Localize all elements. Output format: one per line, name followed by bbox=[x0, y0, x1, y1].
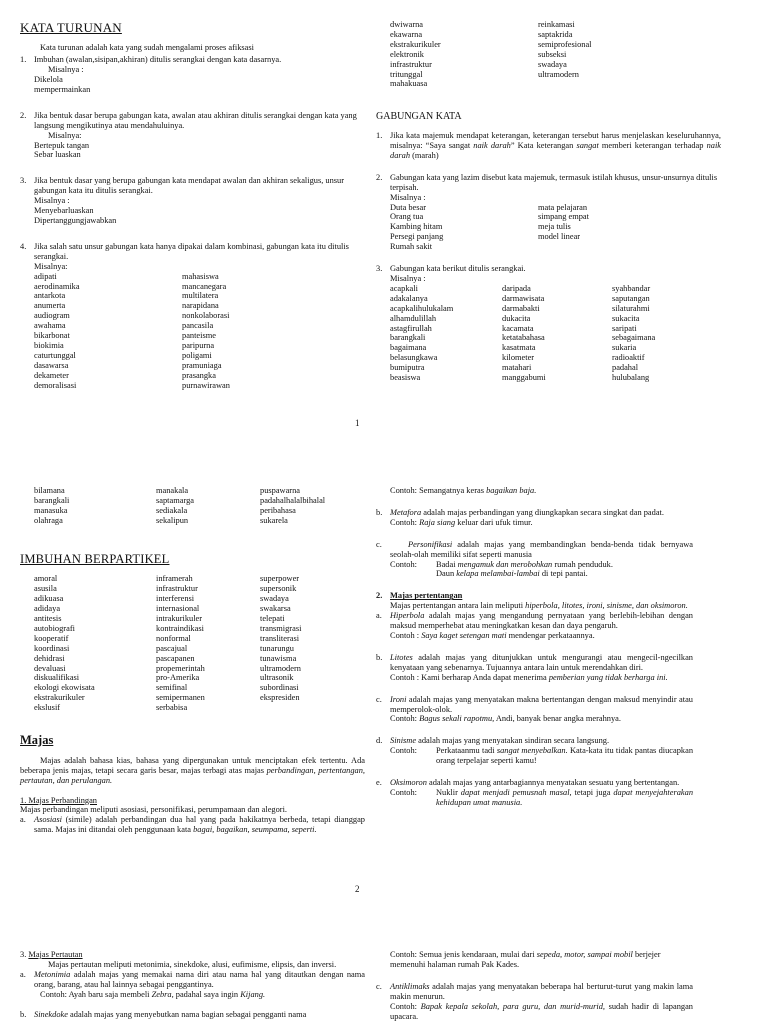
word-cell: saputangan bbox=[612, 293, 650, 303]
word-cell: kooperatif bbox=[34, 633, 69, 643]
serangkai-word-list-continued bbox=[20, 486, 365, 526]
word-cell: ekstrakurikuler bbox=[390, 39, 441, 49]
personifikasi-item: c. Personifikasi adalah majas yang membandingkan benda-benda tidak bernyawa seolah-olah memiliki sifat seperti manusia Contoh: Badai mengamuk dan merobohkan rumah penduduk. Daun kelapa melambai-lambai di tepi pantai. bbox=[376, 539, 693, 579]
majemuk-word-list bbox=[390, 203, 721, 253]
misalnya-label: Misalnya : bbox=[34, 196, 70, 206]
rule-number: 1. bbox=[376, 131, 383, 141]
sinekdoke-item: b. Sinekdoke adalah majas yang menyebutkan nama bagian sebagai pengganti nama bbox=[20, 1009, 307, 1019]
word-cell: mancanegara bbox=[182, 281, 227, 291]
word-cell: Rumah sakit bbox=[390, 242, 433, 252]
word-cell: sekalipun bbox=[156, 515, 189, 525]
word-cell: acapkali bbox=[390, 283, 418, 293]
rule-text: Gabungan kata berikut ditulis serangkai. bbox=[390, 264, 526, 274]
word-cell: adakalanya bbox=[390, 293, 428, 303]
page-number: 2 bbox=[355, 884, 360, 894]
word-cell: sukarela bbox=[260, 515, 288, 525]
word-cell: ekologi ekowisata bbox=[34, 683, 95, 693]
oksimoron-item: e. Oksimoron adalah majas yang antarbagiannya menyatakan sesuatu yang bertentangan. Contoh: Nuklir dapat menjadi pemusnah masal, tetapi juga dapat menyejahterakan kehidupan umat manusia. bbox=[376, 778, 694, 807]
word-cell: pramuniaga bbox=[182, 360, 222, 370]
word-cell: multilatera bbox=[182, 291, 219, 301]
word-cell: saripati bbox=[612, 323, 637, 333]
rule-number: 2. bbox=[376, 172, 383, 182]
word-cell: manakala bbox=[156, 486, 189, 495]
page-1 bbox=[0, 0, 768, 440]
word-cell: model linear bbox=[538, 232, 581, 242]
word-cell: asusila bbox=[34, 584, 57, 594]
word-cell: adidaya bbox=[34, 604, 61, 614]
word-cell: pascapanen bbox=[156, 653, 195, 663]
word-cell: dekameter bbox=[34, 370, 69, 380]
word-cell: ultrasonik bbox=[260, 673, 294, 683]
word-cell: acapkalihulukalam bbox=[390, 303, 454, 313]
intro-kata-turunan: Kata turunan adalah kata yang sudah mengalami proses afiksasi bbox=[40, 43, 254, 53]
word-cell: tunarungu bbox=[260, 643, 294, 653]
word-cell: aerodinamika bbox=[34, 281, 80, 291]
word-cell: padahalhalalbihalal bbox=[260, 495, 326, 505]
word-cell bbox=[538, 79, 686, 89]
word-cell: swakarsa bbox=[260, 604, 291, 614]
word-cell: matahari bbox=[502, 363, 532, 373]
word-cell: meja tulis bbox=[538, 222, 571, 232]
word-cell: simpang empat bbox=[538, 212, 589, 222]
word-cell: paripurna bbox=[182, 340, 215, 350]
word-cell: bagaimana bbox=[390, 343, 427, 353]
title-gabungan-kata: GABUNGAN KATA bbox=[376, 111, 462, 123]
left-column-page-1 bbox=[20, 20, 365, 391]
word-cell: ultramodern bbox=[260, 663, 301, 673]
rule-1 bbox=[20, 55, 365, 95]
word-cell: amoral bbox=[34, 574, 58, 584]
word-cell: awahama bbox=[34, 321, 66, 331]
word-cell: silaturahmi bbox=[612, 303, 650, 313]
title-majas: Majas bbox=[20, 733, 54, 748]
word-cell: superpower bbox=[260, 574, 300, 584]
word-cell: propemerintah bbox=[156, 663, 205, 673]
word-cell: barangkali bbox=[390, 333, 426, 343]
rule-4 bbox=[20, 242, 365, 391]
word-cell: telepati bbox=[260, 614, 285, 623]
contoh-baja: Contoh: Semangatnya keras bagaikan baja. bbox=[390, 486, 537, 495]
word-cell: manggabumi bbox=[502, 373, 546, 383]
word-cell: subordinasi bbox=[260, 683, 299, 693]
word-cell: pancasila bbox=[182, 321, 214, 331]
rule-text: Jika salah satu unsur gabungan kata hanya dipakai dalam kombinasi, gabungan kata itu ditulis serangkai. bbox=[34, 241, 349, 261]
hiperbola-item: a. Hiperbola adalah majas yang mengandung pernyataan yang berlebih-lebihan dengan maksud memperhebat atau meningkatkan kesan dan daya pengaruh. Contoh : Saya kaget setengan mati mendengar perkataannya. bbox=[376, 611, 693, 640]
misalnya-label: Misalnya : bbox=[390, 192, 426, 202]
rule-text: Jika kata majemuk mendapat keterangan, keterangan tersebut harus menjelaskan keseluruhannya, misalnya: “Saya sangat naik darah” Kata keterangan sangat memberi keterangan terhadap naik darah (marah) bbox=[390, 131, 721, 160]
combo-word-list bbox=[34, 272, 365, 391]
word-cell: panteisme bbox=[182, 331, 216, 341]
word-cell: hulubalang bbox=[612, 373, 650, 383]
word-cell: swadaya bbox=[260, 594, 289, 604]
word-cell: reinkamasi bbox=[538, 20, 575, 29]
word-cell: prasangka bbox=[182, 370, 216, 380]
word-cell: darmawisata bbox=[502, 293, 545, 303]
word-cell: infrastruktur bbox=[156, 584, 198, 594]
word-cell: adipati bbox=[34, 271, 57, 281]
asosiasi-item: a. Asosiasi (simile) adalah perbandingan dua hal yang pada hakikatnya berbeda, tetapi dianggap sama. Majas ini ditandai oleh penggunaan kata bagai, bagaikan, seumpama, seperti. bbox=[20, 815, 365, 835]
word-cell: padahal bbox=[612, 363, 639, 373]
word-cell: sukaria bbox=[612, 343, 637, 353]
word-cell: narapidana bbox=[182, 301, 219, 311]
word-cell: biokimia bbox=[34, 340, 64, 350]
word-cell: radioaktif bbox=[612, 353, 645, 363]
word-cell: pro-Amerika bbox=[156, 673, 200, 683]
heading-majas-pertautan: 3. Majas Pertautan bbox=[20, 950, 83, 959]
word-cell: purnawirawan bbox=[182, 380, 230, 390]
word-cell bbox=[260, 703, 370, 713]
word-cell: intrakurikuler bbox=[156, 614, 203, 623]
word-cell: peribahasa bbox=[260, 505, 296, 515]
word-cell: semifinal bbox=[156, 683, 188, 693]
word-cell: caturtunggal bbox=[34, 350, 76, 360]
example: Dipertanggungjawabkan bbox=[34, 216, 117, 226]
page-2 bbox=[0, 470, 768, 908]
word-cell: semiprofesional bbox=[538, 39, 592, 49]
word-cell: audiogram bbox=[34, 311, 70, 321]
word-cell: diskualifikasi bbox=[34, 673, 80, 683]
serangkai-word-list bbox=[390, 284, 721, 383]
sinisme-item: d. Sinisme adalah majas yang menyatakan sindiran secara langsung. Contoh: Perkataanmu tadi sangat menyebalkan. Kata-kata itu tidak pantas diucapkan orang terpelajar seperti kamu! bbox=[376, 736, 694, 766]
word-cell: tritunggal bbox=[390, 69, 423, 79]
word-cell: saptakrida bbox=[538, 29, 573, 39]
word-cell: bikarbonat bbox=[34, 331, 70, 341]
misalnya-label: Misalnya: bbox=[48, 130, 82, 140]
word-cell: adikuasa bbox=[34, 594, 64, 604]
word-cell: supersonik bbox=[260, 584, 297, 594]
word-cell: bilamana bbox=[34, 486, 65, 495]
pertentangan-text: Majas pertentangan antara lain meliputi hiperbola, litotes, ironi, sinisme, dan oksimoron. bbox=[390, 601, 688, 611]
word-cell: transliterasi bbox=[260, 633, 300, 643]
word-cell: dwiwarna bbox=[390, 20, 424, 29]
word-cell: kontraindikasi bbox=[156, 623, 204, 633]
litotes-item: b. Litotes adalah majas yang ditunjukkan untuk mengurangi atau mengecil-ngecilkan kenyataan yang sebenarnya. Tujuannya antara lain untuk merendahkan diri. Contoh : Kami berharap Anda dapat menerima pemberian yang tidak berharga ini. bbox=[376, 652, 693, 682]
word-cell: barangkali bbox=[34, 495, 70, 505]
word-cell: antitesis bbox=[34, 614, 62, 623]
rule-number: 1. bbox=[20, 55, 27, 65]
page-number: 1 bbox=[355, 418, 360, 428]
word-cell: anumerta bbox=[34, 301, 66, 311]
word-cell: antarkota bbox=[34, 291, 66, 301]
heading-majas-pertentangan: 2. Majas pertentangan bbox=[376, 591, 463, 601]
word-cell: autobiografi bbox=[34, 623, 75, 633]
word-cell: Orang tua bbox=[390, 212, 424, 222]
word-cell: sediakala bbox=[156, 505, 188, 515]
word-cell: inframerah bbox=[156, 574, 193, 584]
rule-number: 2. bbox=[20, 110, 27, 120]
word-cell: semipermanen bbox=[156, 693, 205, 703]
word-cell: ekslusif bbox=[34, 703, 61, 713]
word-cell: ekspresiden bbox=[260, 693, 300, 703]
word-cell: Persegi panjang bbox=[390, 232, 444, 242]
gabungan-rule-1 bbox=[376, 131, 721, 161]
word-cell: ultramodern bbox=[538, 69, 579, 79]
word-cell: puspawarna bbox=[260, 486, 300, 495]
rule-text: Imbuhan (awalan,sisipan,akhiran) ditulis serangkai dengan kata dasarnya. bbox=[34, 55, 282, 65]
word-cell: elektronik bbox=[390, 49, 424, 59]
rule-number: 3. bbox=[20, 176, 27, 186]
word-cell: sebagaimana bbox=[612, 333, 656, 343]
ironi-item: c. Ironi adalah majas yang menyatakan makna bertentangan dengan maksud menyindir atau memperolok-olok. Contoh: Bagus sekali rapotmu, Andi, banyak benar angka merahnya. bbox=[376, 694, 693, 724]
misalnya-label: Misalnya: bbox=[34, 261, 68, 271]
gabungan-rule-3 bbox=[376, 264, 721, 383]
example: Dikelola bbox=[34, 75, 63, 85]
gabungan-rule-2 bbox=[376, 173, 721, 252]
word-cell: mata pelajaran bbox=[538, 202, 588, 212]
word-cell: kilometer bbox=[502, 353, 535, 363]
title-kata-turunan: KATA TURUNAN bbox=[20, 20, 122, 35]
word-cell: bumiputra bbox=[390, 363, 425, 373]
page-3 bbox=[0, 942, 768, 1024]
word-cell: beasiswa bbox=[390, 373, 421, 383]
antiklimaks-item: c. Antiklimaks adalah majas yang menyatakan beberapa hal berturut-turut yang makin lama makin menurun. Contoh: Bapak kepala sekolah, para guru, dan murid-murid, sudah hadir di lapangan upacara. bbox=[376, 981, 693, 1021]
word-cell: Duta besar bbox=[390, 202, 427, 212]
word-cell: koordinasi bbox=[34, 643, 70, 653]
word-cell: nonformal bbox=[156, 633, 191, 643]
word-cell: Kambing hitam bbox=[390, 222, 443, 232]
example: Menyebarluaskan bbox=[34, 206, 94, 216]
right-column-page-1 bbox=[376, 20, 721, 383]
word-cell: interferensi bbox=[156, 594, 195, 604]
rule-number: 4. bbox=[20, 241, 27, 251]
rule-text: Gabungan kata yang lazim disebut kata majemuk, termasuk istilah khusus, unsur-unsurnya ditulis terpisah. bbox=[390, 172, 718, 192]
word-cell: kacamata bbox=[502, 323, 534, 333]
metonimia-item: a. Metonimia adalah majas yang memakai nama diri atau nama hal yang ditautkan dengan nama orang, barang, atau hal lainnya sebagai penggantinya. Contoh: Ayah baru saja membeli Zebra, padahal saya ingin Kijang. bbox=[20, 969, 365, 999]
metafora-item: b. Metafora adalah majas perbandingan yang diungkapkan secara singkat dan padat. Contoh: Raja siang keluar dari ufuk timur. bbox=[376, 507, 664, 527]
example: Bertepuk tangan bbox=[34, 140, 90, 150]
majas-intro: Majas adalah bahasa kias, bahasa yang dipergunakan untuk menciptakan efek tertentu. Ada beberapa jenis majas, tetapi secara garis besar, majas terbagi atas majas perbandingan, pertentangan, pertautan, dan perulangan. bbox=[20, 755, 365, 785]
word-cell: belasungkawa bbox=[390, 353, 438, 363]
word-cell: saptamarga bbox=[156, 495, 194, 505]
rule-text: Jika bentuk dasar berupa gabungan kata, awalan atau akhiran ditulis serangkai dengan kata yang langsung mengikutinya atau mendahuluinya. bbox=[34, 110, 357, 130]
word-cell: pascajual bbox=[156, 643, 188, 653]
misalnya-label: Misalnya : bbox=[390, 274, 426, 284]
misalnya-label: Misalnya : bbox=[48, 65, 84, 75]
word-cell: manasuka bbox=[34, 505, 68, 515]
word-cell: poligami bbox=[182, 350, 212, 360]
word-cell: dasawarsa bbox=[34, 360, 69, 370]
word-cell: serbabisa bbox=[156, 703, 188, 713]
word-cell: tunawisma bbox=[260, 653, 297, 663]
rule-3 bbox=[20, 176, 365, 226]
pertautan-text: Majas pertautan meliputi metonimia, sinekdoke, alusi, eufimisme, elipsis, dan inversi. bbox=[48, 959, 337, 969]
word-cell: devaluasi bbox=[34, 663, 66, 673]
word-cell: nonkolaborasi bbox=[182, 311, 230, 321]
left-column-page-2 bbox=[20, 486, 365, 835]
word-cell: syahbandar bbox=[612, 283, 651, 293]
word-cell: subseksi bbox=[538, 49, 567, 59]
serangkai-word-list-top bbox=[376, 20, 721, 89]
imbuhan-word-list bbox=[20, 574, 365, 713]
word-cell: astagfirullah bbox=[390, 323, 432, 333]
word-cell: darmabakti bbox=[502, 303, 540, 313]
word-cell: internasional bbox=[156, 604, 200, 614]
word-cell: infrastruktur bbox=[390, 59, 432, 69]
word-cell: demoralisasi bbox=[34, 380, 77, 390]
word-cell: mahasiswa bbox=[182, 271, 219, 281]
contoh-kendaraan: Contoh: Semua jenis kendaraan, mulai dari sepeda, motor, sampai mobil berjejer memenuhi halaman rumah Pak Kades. bbox=[390, 950, 661, 969]
heading-majas-perbandingan: 1. Majas Perbandingan bbox=[20, 795, 97, 805]
example: mempermainkan bbox=[34, 84, 91, 94]
word-cell: transmigrasi bbox=[260, 623, 302, 633]
left-column-page-3 bbox=[20, 950, 365, 1019]
word-cell: alhamdulillah bbox=[390, 313, 437, 323]
word-cell: swadaya bbox=[538, 59, 567, 69]
word-cell bbox=[538, 242, 686, 252]
example: Sebar luaskan bbox=[34, 150, 81, 160]
word-cell: olahraga bbox=[34, 515, 63, 525]
title-imbuhan-berpartikel: IMBUHAN BERPARTIKEL bbox=[20, 551, 170, 566]
rule-2 bbox=[20, 111, 365, 161]
word-cell: dukacita bbox=[502, 313, 531, 323]
word-cell: daripada bbox=[502, 283, 531, 293]
perbandingan-text: Majas perbandingan meliputi asosiasi, personifikasi, perumpamaan dan alegori. bbox=[20, 805, 287, 815]
rule-text: Jika bentuk dasar yang berupa gabungan kata mendapat awalan dan akhiran sekaligus, unsur gabungan kata itu ditulis serangkai. bbox=[34, 176, 345, 196]
right-column-page-2 bbox=[376, 486, 693, 808]
word-cell: mahakuasa bbox=[390, 79, 428, 89]
word-cell: ekstrakurikuler bbox=[34, 693, 85, 703]
word-cell: kasatmata bbox=[502, 343, 536, 353]
word-cell: dehidrasi bbox=[34, 653, 65, 663]
word-cell: sukacita bbox=[612, 313, 640, 323]
word-cell: ketatabahasa bbox=[502, 333, 545, 343]
rule-number: 3. bbox=[376, 264, 383, 274]
right-column-page-3 bbox=[376, 950, 693, 1021]
word-cell: ekawarna bbox=[390, 29, 423, 39]
